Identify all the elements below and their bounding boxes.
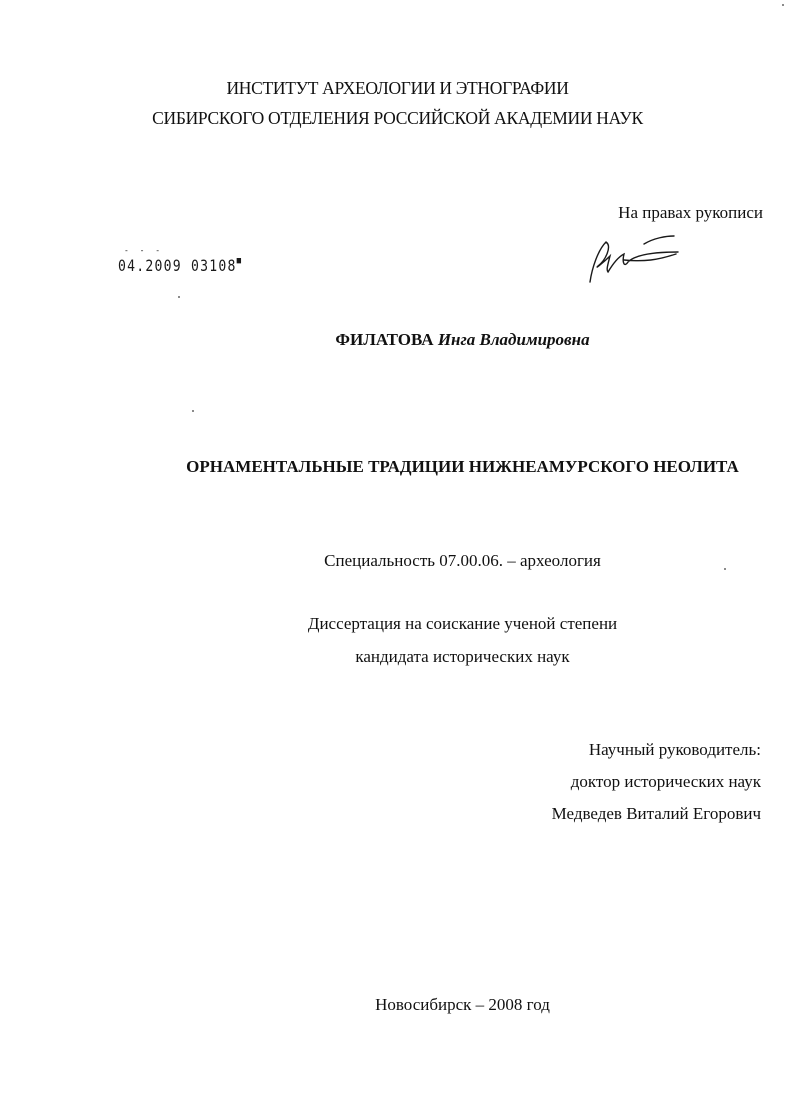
manuscript-rights-note: На правах рукописи [618, 203, 763, 222]
scan-speck [782, 4, 784, 6]
dissertation-title: ОРНАМЕНТАЛЬНЫЕ ТРАДИЦИИ НИЖНЕАМУРСКОГО НЕОЛИТА [186, 457, 739, 476]
registration-number: 04.2009 03108■ [118, 256, 243, 275]
degree-line-2: кандидата исторических наук [355, 647, 570, 666]
registration-number-marks: - - - [124, 246, 164, 255]
scan-speck [192, 410, 194, 412]
supervisor-name: Медведев Виталий Егорович [551, 804, 761, 823]
institute-line-1: ИНСТИТУТ АРХЕОЛОГИИ И ЭТНОГРАФИИ [226, 78, 569, 98]
supervisor-degree: доктор исторических наук [570, 772, 761, 791]
institute-line-2: СИБИРСКОГО ОТДЕЛЕНИЯ РОССИЙСКОЙ АКАДЕМИИ НАУК [152, 108, 643, 128]
supervisor-label: Научный руководитель: [588, 740, 761, 759]
scan-speck [724, 568, 726, 570]
city-year-footer: Новосибирск – 2008 год [375, 995, 550, 1014]
author-name: ФИЛАТОВА Инга Владимировна [335, 330, 590, 349]
handwritten-signature [584, 232, 684, 292]
scan-speck [178, 296, 180, 298]
degree-line-1: Диссертация на соискание ученой степени [307, 614, 618, 633]
specialty: Специальность 07.00.06. – археология [324, 551, 601, 570]
